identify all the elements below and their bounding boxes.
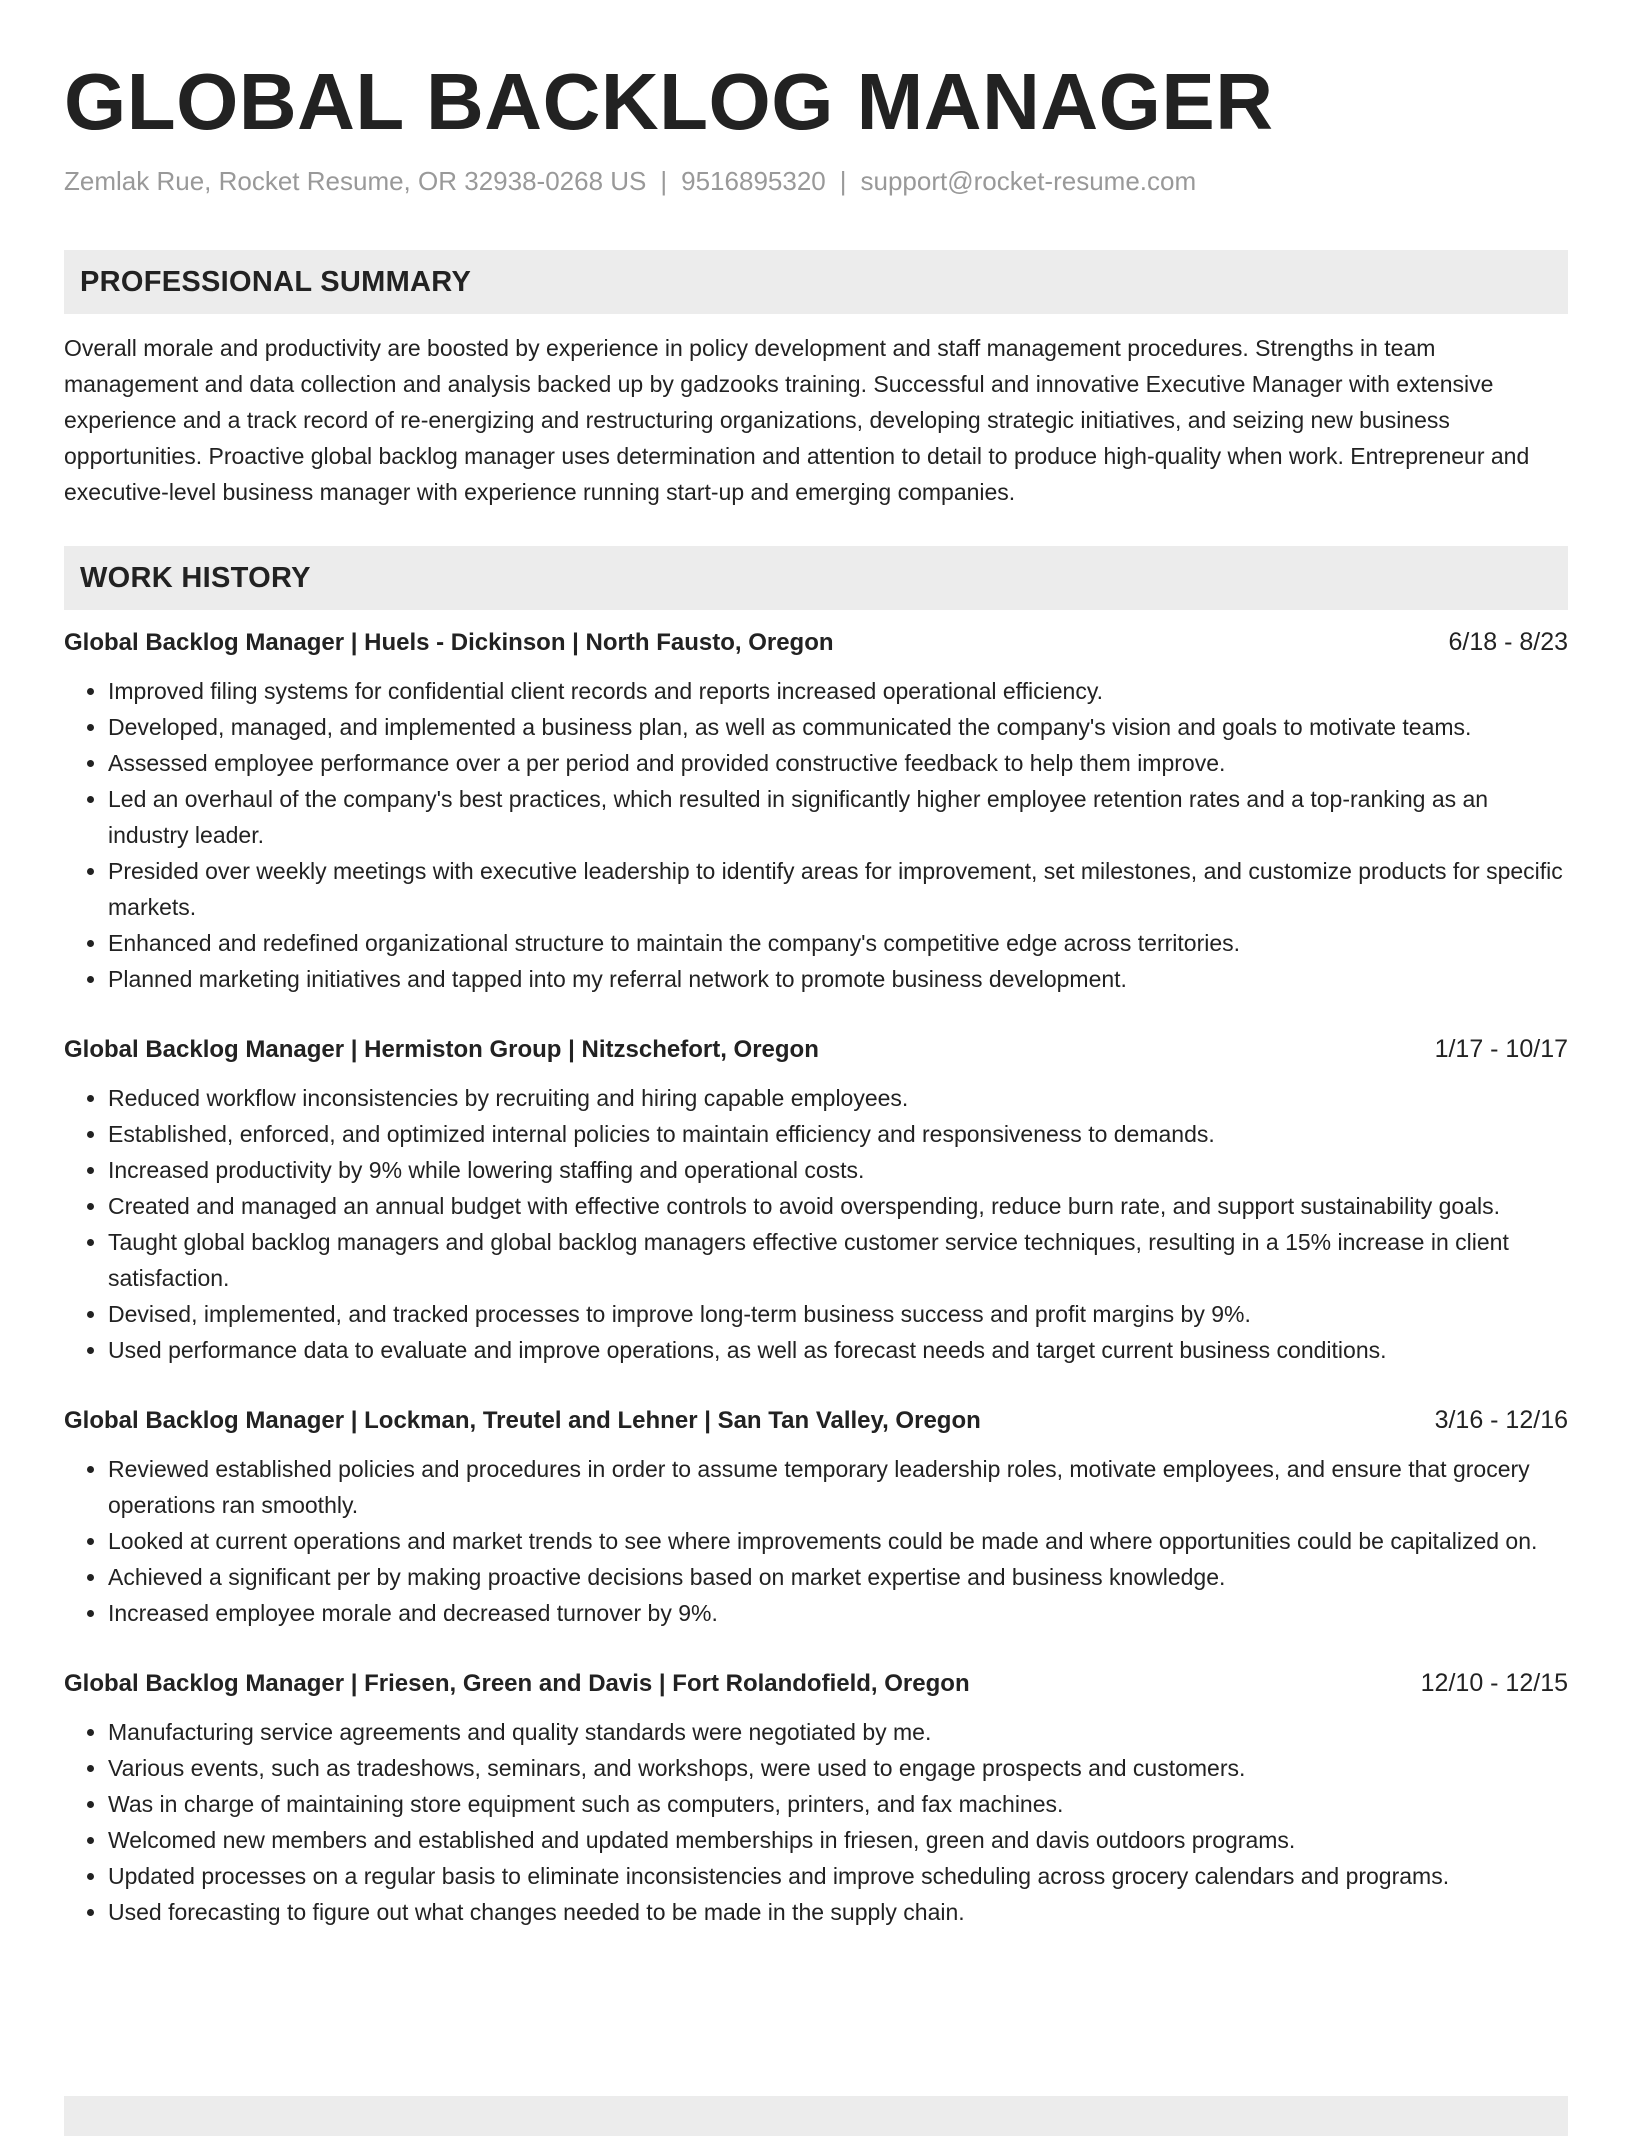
job-bullet: • Increased productivity by 9% while lowering staffing and operational costs. [108, 1152, 1568, 1188]
job-bullet: • Taught global backlog managers and global backlog managers effective customer service techniques, resulting in a 15% increase in client satisfaction. [108, 1224, 1568, 1296]
job-header [64, 1033, 1568, 1066]
job-bullet: • Developed, managed, and implemented a business plan, as well as communicated the company's vision and goals to motivate teams. [108, 709, 1568, 745]
work-history-heading: WORK HISTORY [64, 546, 1568, 610]
job-bullet: • Led an overhaul of the company's best practices, which resulted in significantly higher employee retention rates and a top-ranking as an industry leader. [108, 781, 1568, 853]
job-bullet: • Increased employee morale and decreased turnover by 9%. [108, 1595, 1568, 1631]
job-title: Global Backlog Manager | Hermiston Group | Nitzschefort, Oregon [64, 1036, 819, 1063]
next-section-heading-bar [64, 2096, 1568, 2136]
contact-email: support@rocket-resume.com [860, 166, 1197, 196]
job-bullet: • Planned marketing initiatives and tapped into my referral network to promote business development. [108, 961, 1568, 997]
job-dates: 3/16 - 12/16 [1434, 1406, 1568, 1434]
job-header [64, 1404, 1568, 1437]
job-bullet: • Improved filing systems for confidential client records and reports increased operational efficiency. [108, 673, 1568, 709]
summary-text: Overall morale and productivity are boosted by experience in policy development and staff management procedures. Strengths in team management and data collection and analysis backed up by gadzooks training. Successful and innovative Executive Manager with extensive experience and a track record of re-energizing and restructuring organizations, developing strategic initiatives, and seizing new business opportunities. Proactive global backlog manager uses determination and attention to detail to produce high-quality when work. Entrepreneur and executive-level business manager with experience running start-up and emerging companies. [64, 335, 1530, 505]
resume-page [64, 50, 1568, 1930]
summary-heading: PROFESSIONAL SUMMARY [64, 250, 1568, 314]
job-bullets [64, 1080, 1568, 1368]
job-bullet: • Various events, such as tradeshows, seminars, and workshops, were used to engage prospects and customers. [108, 1750, 1568, 1786]
job-bullet: • Welcomed new members and established and updated memberships in friesen, green and davis outdoors programs. [108, 1822, 1568, 1858]
contact-separator: | [839, 166, 847, 196]
candidate-name: GLOBAL BACKLOG MANAGER [64, 57, 1274, 146]
job-bullet: • Presided over weekly meetings with executive leadership to identify areas for improvement, set milestones, and customize products for specific markets. [108, 853, 1568, 925]
job-entry [64, 1404, 1568, 1631]
job-title: Global Backlog Manager | Huels - Dickinson | North Fausto, Oregon [64, 629, 834, 656]
job-title: Global Backlog Manager | Lockman, Treutel and Lehner | San Tan Valley, Oregon [64, 1407, 981, 1434]
job-bullet: • Enhanced and redefined organizational structure to maintain the company's competitive edge across territories. [108, 925, 1568, 961]
job-bullet: • Reduced workflow inconsistencies by recruiting and hiring capable employees. [108, 1080, 1568, 1116]
contact-phone: 9516895320 [681, 166, 826, 196]
job-dates: 12/10 - 12/15 [1420, 1669, 1568, 1697]
job-bullet: • Achieved a significant per by making proactive decisions based on market expertise and business knowledge. [108, 1559, 1568, 1595]
job-entry [64, 1033, 1568, 1368]
job-bullet: • Reviewed established policies and procedures in order to assume temporary leadership roles, motivate employees, and ensure that grocery operations ran smoothly. [108, 1451, 1568, 1523]
job-bullets [64, 1451, 1568, 1631]
job-title: Global Backlog Manager | Friesen, Green and Davis | Fort Rolandofield, Oregon [64, 1670, 970, 1697]
job-header [64, 626, 1568, 659]
job-dates: 6/18 - 8/23 [1448, 628, 1568, 656]
job-bullet: • Looked at current operations and market trends to see where improvements could be made and where opportunities could be capitalized on. [108, 1523, 1568, 1559]
job-entry [64, 626, 1568, 997]
job-bullet: • Used performance data to evaluate and improve operations, as well as forecast needs and target current business conditions. [108, 1332, 1568, 1368]
job-bullets [64, 1714, 1568, 1930]
job-bullet: • Used forecasting to figure out what changes needed to be made in the supply chain. [108, 1894, 1568, 1930]
job-bullet: • Was in charge of maintaining store equipment such as computers, printers, and fax machines. [108, 1786, 1568, 1822]
job-bullet: • Manufacturing service agreements and quality standards were negotiated by me. [108, 1714, 1568, 1750]
job-bullet: • Created and managed an annual budget with effective controls to avoid overspending, reduce burn rate, and support sustainability goals. [108, 1188, 1568, 1224]
contact-address: Zemlak Rue, Rocket Resume, OR 32938-0268 US [64, 166, 647, 196]
job-bullet: • Updated processes on a regular basis to eliminate inconsistencies and improve scheduling across grocery calendars and programs. [108, 1858, 1568, 1894]
job-bullet: • Devised, implemented, and tracked processes to improve long-term business success and profit margins by 9%. [108, 1296, 1568, 1332]
job-bullet: • Assessed employee performance over a per period and provided constructive feedback to help them improve. [108, 745, 1568, 781]
job-bullets [64, 673, 1568, 997]
job-dates: 1/17 - 10/17 [1434, 1035, 1568, 1063]
contact-separator: | [660, 166, 668, 196]
job-header [64, 1667, 1568, 1700]
contact-line [64, 164, 1568, 198]
job-entry [64, 1667, 1568, 1930]
job-bullet: • Established, enforced, and optimized internal policies to maintain efficiency and responsiveness to demands. [108, 1116, 1568, 1152]
